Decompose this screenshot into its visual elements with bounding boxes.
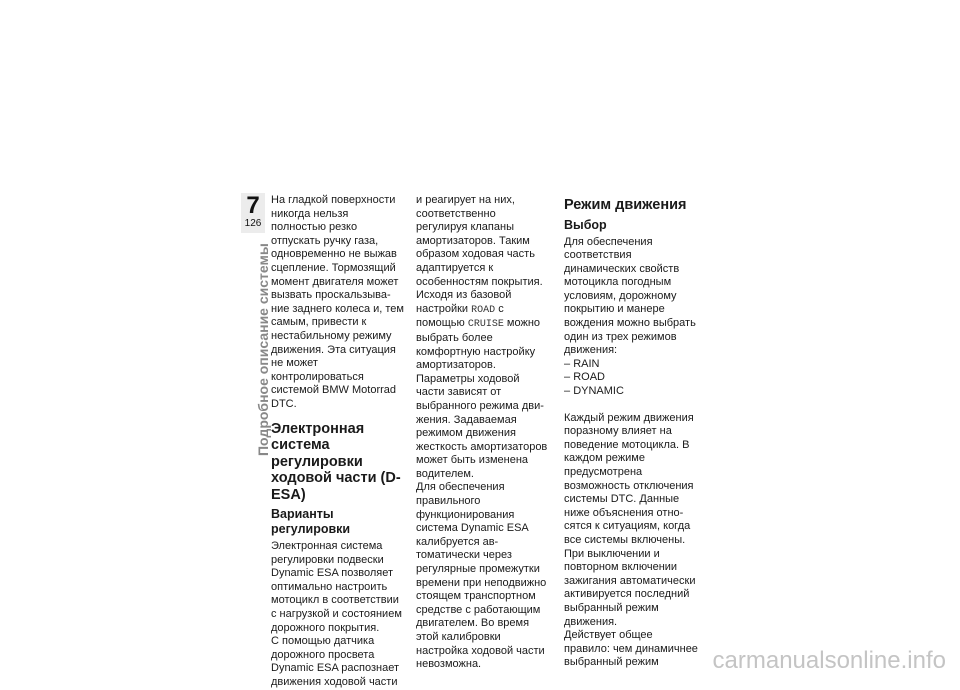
paragraph-parameters: Параметры ходовой части зависят от выбранного режима движения. Задаваемая режимом движения жесткость амортизаторов может быть изменена водителем. — [416, 372, 548, 480]
mode-list — [564, 358, 698, 399]
list-item: – RAIN — [564, 358, 698, 372]
heading-esa: Электронная система регулировки ходовой части (D-ESA) — [271, 420, 401, 503]
section-title-vertical: Подробное описание системы — [255, 243, 271, 456]
paragraph-road-cruise — [416, 289, 550, 373]
spacer — [564, 399, 698, 412]
subheading-selection: Выбор — [564, 217, 607, 232]
list-item: – ROAD — [564, 371, 698, 385]
watermark: carmanualsonline.info — [712, 647, 946, 674]
paragraph-esa-1: Электронная система регулировки подвески Dynamic ESA позволяет оптимально настроить мотоцикл в соответствии с нагрузкой и состоянием дорожного покрытия. — [271, 540, 402, 634]
chapter-number: 7 — [246, 192, 260, 219]
section-title-wrap — [244, 240, 271, 456]
text-column-3 — [564, 194, 698, 670]
chapter-tab — [241, 193, 265, 233]
paragraph-calibration: Для обеспечения правильного функционирования система Dynamic ESA калибруется автоматически через регулярные промежутки времени при неподвижно стоящем транспортном средстве с работающим двигателем. Во время этой калибровки настройка ходовой части невозможна. — [416, 481, 547, 671]
paragraph-selection: Для обеспечения соответствия динамических свойств мотоцикла погодным условиям, дорожному покрытию и манере вождения можно выбрать один из трех режимов движения: — [564, 235, 696, 357]
page-number: 126 — [244, 218, 262, 229]
paragraph-mode-behavior: Каждый режим движения поразному влияет на поведение мотоцикла. В каждом режиме предусмотрена возможность отключения системы DTC. Данные ниже объяснения относятся к ситуациям, когда все системы включены. При выключении и повторном включении зажигания автоматически активируется последний выбранный режим движения. — [564, 411, 696, 628]
display-text-road: ROAD — [471, 304, 496, 316]
subheading-variants: Варианты регулировки — [271, 507, 351, 536]
text-fragment: Исходя из базовой настройки — [416, 289, 512, 315]
text-column-2 — [416, 194, 550, 672]
display-text-cruise: CRUISE — [467, 319, 504, 331]
text-fragment: можно выбрать более комфортную настройку амортизаторов. — [416, 317, 541, 372]
text-fragment: с помощью — [416, 302, 504, 330]
paragraph-general-rule: Действует общее правило: чем динамичнее выбранный режим — [564, 629, 698, 669]
heading-riding-mode: Режим движения — [564, 197, 687, 213]
text-column-1 — [271, 194, 405, 690]
paragraph-esa-2: С помощью датчика дорожного просвета Dynamic ESA распознает движения ходовой части — [271, 635, 400, 688]
paragraph-intro: На гладкой поверхности никогда нельзя полностью резко отпускать ручку газа, одновременно не выжав сцепление. Тормозящий момент двигателя может вызвать проскальзывание заднего колеса и, тем самым, привести к нестабильному режиму движения. Эта ситуация не может контролироваться системой BMW Motorrad DTC. — [271, 194, 404, 410]
paragraph-damping: и реагирует на них, соответственно регулируя клапаны амортизаторов. Таким образом ходовая часть адаптируется к особенностям покрытия. — [416, 194, 543, 288]
list-item: – DYNAMIC — [564, 385, 698, 399]
